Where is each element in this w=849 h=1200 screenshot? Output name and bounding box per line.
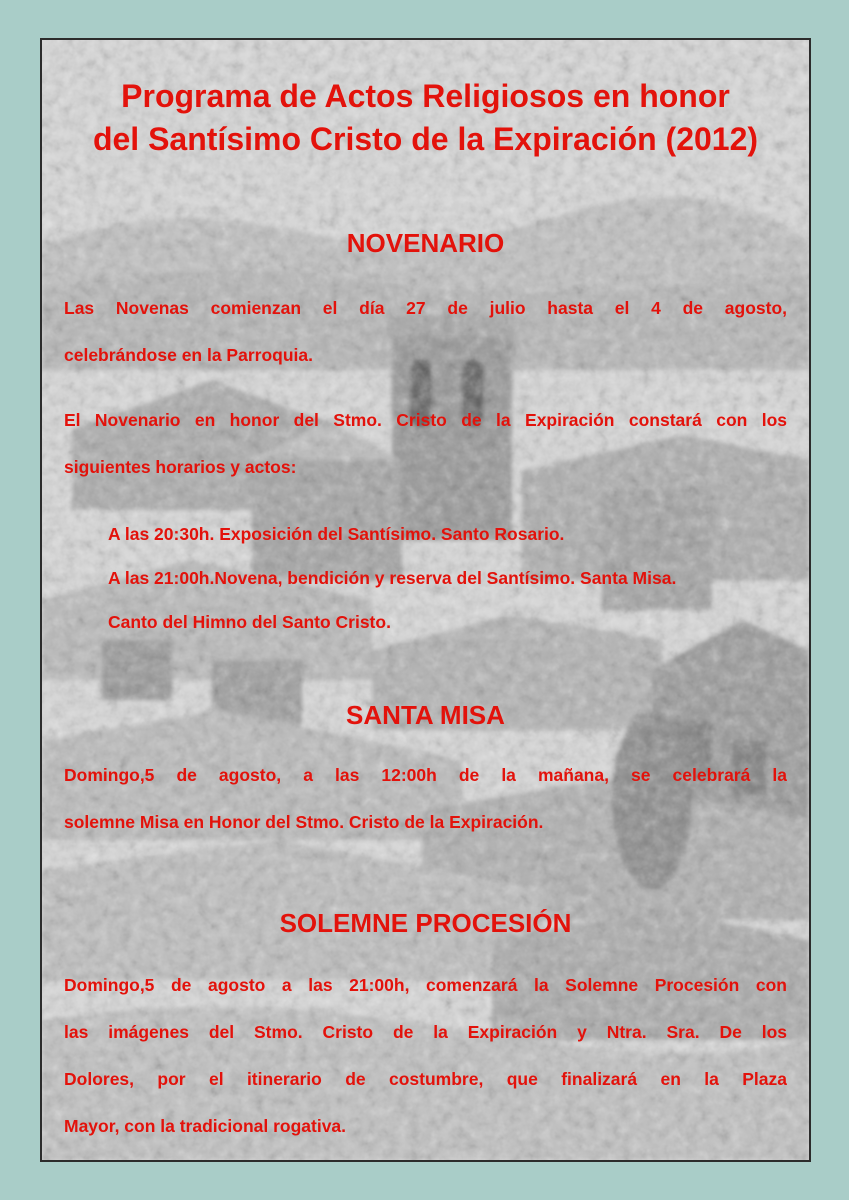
paragraph-line: solemne Misa en Honor del Stmo. Cristo de la Expiración. (64, 812, 544, 832)
schedule-item: A las 20:30h. Exposición del Santísimo. Santo Rosario. (108, 524, 565, 544)
paragraph-line: celebrándose en la Parroquia. (64, 345, 313, 365)
program-content (42, 40, 809, 1160)
procesion-paragraph (64, 962, 787, 1150)
page-title-line-2: del Santísimo Cristo de la Expiración (2012) (92, 121, 759, 157)
poster-sheet (40, 38, 811, 1162)
novenario-paragraph-2 (64, 397, 787, 491)
schedule-item: Canto del Himno del Santo Cristo. (108, 612, 391, 632)
paragraph-line: Domingo,5 de agosto, a las 12:00h de la mañana, se celebrará la (64, 765, 787, 785)
section-heading-santa-misa: SANTA MISA (346, 700, 505, 730)
page-title-line-1: Programa de Actos Religiosos en honor (121, 78, 730, 114)
section-heading-novenario: NOVENARIO (346, 228, 505, 258)
paragraph-line: El Novenario en honor del Stmo. Cristo de la Expiración constará con los (64, 410, 787, 430)
novenario-paragraph-1 (64, 285, 787, 379)
section-heading-solemne-procesion: SOLEMNE PROCESIÓN (279, 908, 572, 938)
novenario-schedule (108, 512, 788, 644)
paragraph-line: Mayor, con la tradicional rogativa. (64, 1116, 347, 1136)
paragraph-line: siguientes horarios y actos: (64, 457, 297, 477)
paragraph-line: Domingo,5 de agosto a las 21:00h, comenzará la Solemne Procesión con (64, 975, 787, 995)
schedule-item: A las 21:00h.Novena, bendición y reserva del Santísimo. Santa Misa. (108, 568, 677, 588)
paragraph-line: Las Novenas comienzan el día 27 de julio hasta el 4 de agosto, (64, 298, 787, 318)
santa-misa-paragraph (64, 752, 787, 846)
paragraph-line: las imágenes del Stmo. Cristo de la Expiración y Ntra. Sra. De los (64, 1022, 787, 1042)
paragraph-line: Dolores, por el itinerario de costumbre, que finalizará en la Plaza (64, 1069, 787, 1089)
